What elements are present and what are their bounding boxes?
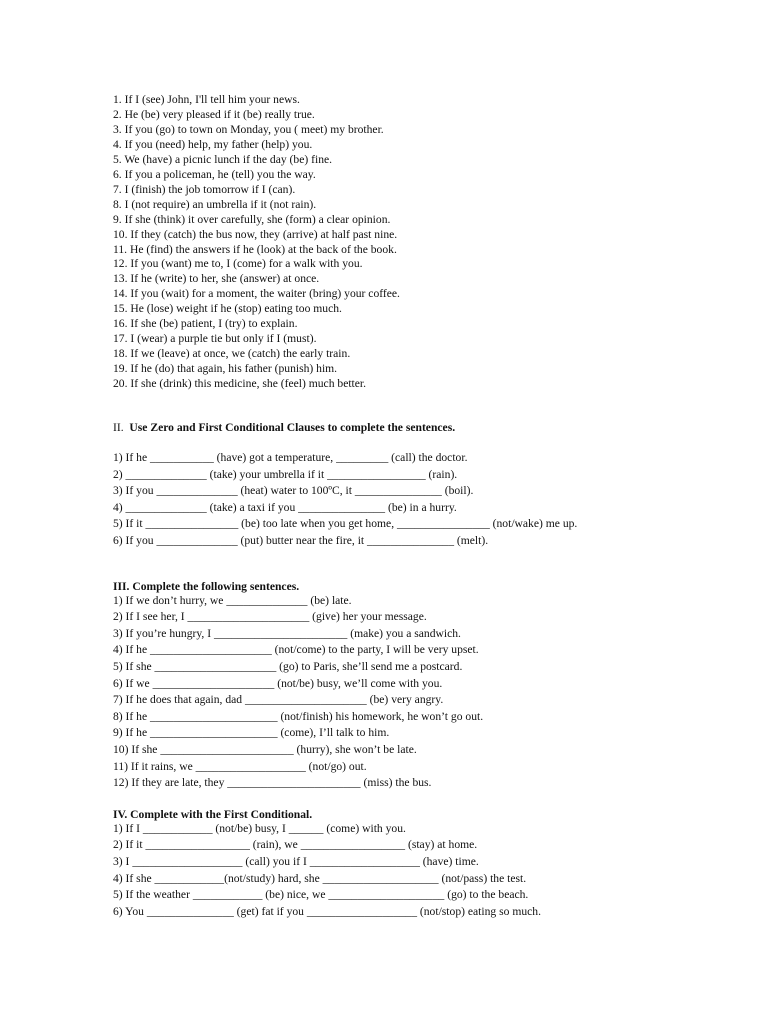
- sentence-item: 4. If you (need) help, my father (help) you.: [113, 137, 313, 151]
- sentence-item: 17. I (wear) a purple tie but only if I (must).: [113, 332, 317, 346]
- sentence-item: 16. If she (be) patient, I (try) to explain.: [113, 317, 298, 331]
- sentence-item: 7. I (finish) the job tomorrow if I (can).: [113, 182, 296, 196]
- sentence-item: 10) If she _______________________ (hurry), she won’t be late.: [113, 742, 417, 756]
- sentence-item: 13. If he (write) to her, she (answer) at once.: [113, 272, 320, 286]
- section-2-number: II.: [113, 421, 124, 435]
- sentence-item: 2) ______________ (take) your umbrella if it _________________ (rain).: [113, 467, 458, 481]
- sentence-item: 12) If they are late, they _______________________ (miss) the bus.: [113, 776, 432, 790]
- section-3-list: [113, 593, 733, 792]
- sentence-item: 6) If you ______________ (put) butter near the fire, it _______________ (melt).: [113, 534, 489, 548]
- sentence-item: 10. If they (catch) the bus now, they (arrive) at half past nine.: [113, 227, 398, 241]
- sentence-item: 19. If he (do) that again, his father (punish) him.: [113, 362, 338, 376]
- sentence-item: 9. If she (think) it over carefully, she (form) a clear opinion.: [113, 212, 391, 226]
- section-2-heading: [113, 421, 733, 434]
- sentence-item: 18. If we (leave) at once, we (catch) the early train.: [113, 347, 351, 361]
- section-1-list: [113, 93, 733, 392]
- worksheet: [113, 93, 733, 920]
- sentence-item: 12. If you (want) me to, I (come) for a walk with you.: [113, 257, 363, 271]
- sentence-item: 1) If we don’t hurry, we ______________ (be) late.: [113, 593, 352, 607]
- sentence-item: 4) If she ____________(not/study) hard, she ____________________ (not/pass) the test.: [113, 871, 527, 885]
- sentence-item: 1. If I (see) John, I'll tell him your news.: [113, 93, 300, 106]
- sentence-item: 1) If he ___________ (have) got a temperature, _________ (call) the doctor.: [113, 451, 468, 465]
- sentence-item: 9) If he ______________________ (come), I’ll talk to him.: [113, 726, 390, 740]
- sentence-item: 5) If it ________________ (be) too late when you get home, ________________ (not/wake) me up.: [113, 517, 578, 531]
- sentence-item: 11. He (find) the answers if he (look) at the back of the book.: [113, 242, 397, 256]
- sentence-item: 4) ______________ (take) a taxi if you _______________ (be) in a hurry.: [113, 500, 457, 514]
- sentence-item: 7) If he does that again, dad _____________________ (be) very angry.: [113, 693, 444, 707]
- sentence-item: 3. If you (go) to town on Monday, you ( meet) my brother.: [113, 122, 384, 136]
- sentence-item: 3) If you’re hungry, I _______________________ (make) you a sandwich.: [113, 626, 461, 640]
- section-4-list: [113, 821, 733, 921]
- sentence-item: 8) If he ______________________ (not/finish) his homework, he won’t go out.: [113, 709, 484, 723]
- sentence-item: 5. We (have) a picnic lunch if the day (be) fine.: [113, 152, 333, 166]
- sentence-item: 15. He (lose) weight if he (stop) eating too much.: [113, 302, 342, 316]
- sentence-item: 3) I ___________________ (call) you if I ___________________ (have) time.: [113, 854, 479, 868]
- sentence-item: 4) If he _____________________ (not/come) to the party, I will be very upset.: [113, 643, 479, 657]
- sentence-item: 6) If we _____________________ (not/be) busy, we’ll come with you.: [113, 676, 443, 690]
- sentence-item: 11) If it rains, we ___________________ (not/go) out.: [113, 759, 367, 773]
- sentence-item: 2) If it __________________ (rain), we __________________ (stay) at home.: [113, 838, 478, 852]
- sentence-item: 6. If you a policeman, he (tell) you the way.: [113, 167, 316, 181]
- section-2-list: [113, 450, 733, 550]
- sentence-item: 6) You _______________ (get) fat if you ___________________ (not/stop) eating so much.: [113, 904, 541, 918]
- section-4-heading: IV. Complete with the First Conditional.: [113, 807, 313, 821]
- sentence-item: 20. If she (drink) this medicine, she (feel) much better.: [113, 377, 367, 391]
- sentence-item: 3) If you ______________ (heat) water to 100ºC, it _______________ (boil).: [113, 484, 474, 498]
- sentence-item: 2) If I see her, I _____________________ (give) her your message.: [113, 610, 427, 624]
- sentence-item: 1) If I ____________ (not/be) busy, I ______ (come) with you.: [113, 821, 406, 835]
- section-2-title: Use Zero and First Conditional Clauses to complete the sentences.: [129, 421, 456, 435]
- sentence-item: 2. He (be) very pleased if it (be) really true.: [113, 107, 315, 121]
- sentence-item: 5) If she _____________________ (go) to Paris, she’ll send me a postcard.: [113, 660, 463, 673]
- sentence-item: 5) If the weather ____________ (be) nice, we ____________________ (go) to the beach.: [113, 888, 529, 902]
- sentence-item: 8. I (not require) an umbrella if it (not rain).: [113, 197, 317, 211]
- sentence-item: 14. If you (wait) for a moment, the waiter (bring) your coffee.: [113, 287, 400, 301]
- section-3-heading: III. Complete the following sentences.: [113, 579, 300, 593]
